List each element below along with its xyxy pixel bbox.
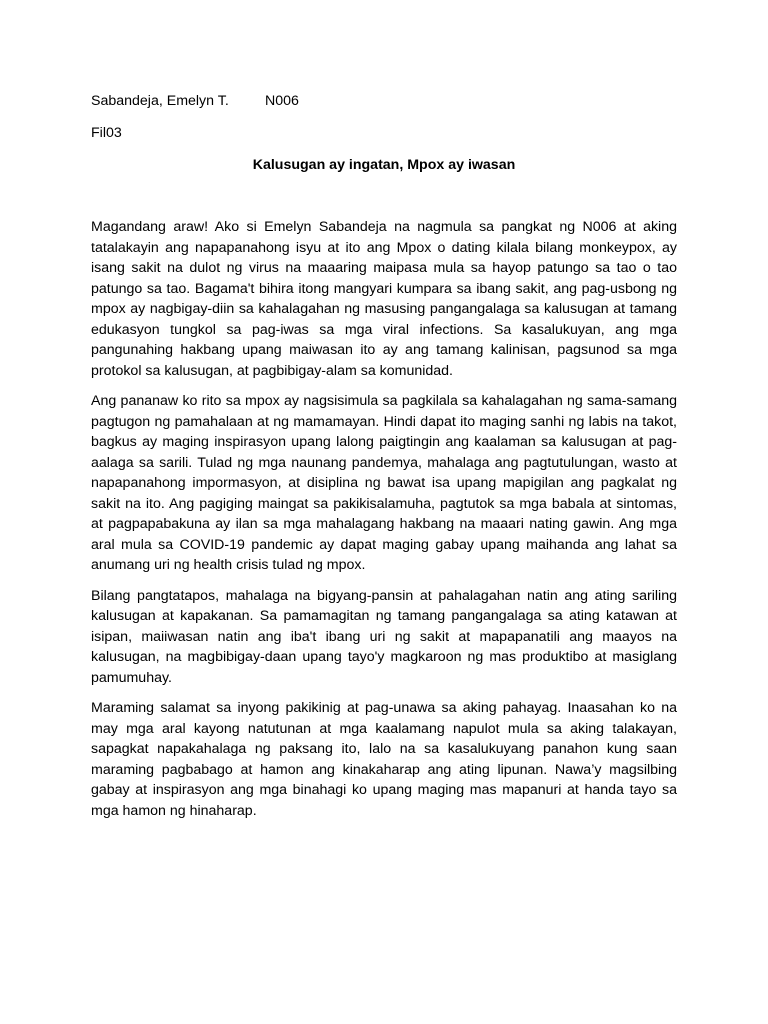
author-line bbox=[91, 92, 299, 110]
paragraph-2: Ang pananaw ko rito sa mpox ay nagsisimula sa pagkilala sa kahalagahan ng sama-samang pagtugon ng pamahalaan at ng mamamayan. Hindi dapat ito maging sanhi ng labis na takot, bagkus ay maging inspirasyon upang lalong paigtingin ang kaalaman sa kalusugan at pag-aalaga sa sarili. Tulad ng mga naunang pandemya, mahalaga ang pagtutulungan, wasto at napapanahong impormasyon, at disiplina ng bawat isa upang mapigilan ang pagkalat ng sakit na ito. Ang pagiging maingat sa pakikisalamuha, pagtutok sa mga babala at sintomas, at pagpapabakuna ay ilan sa mga mahalagang hakbang na maaari nating gawin. Ang mga aral mula sa COVID-19 pandemic ay dapat maging gabay upang maihanda ang lahat sa anumang uri ng health crisis tulad ng mpox. bbox=[91, 393, 677, 573]
section-code: N006 bbox=[265, 93, 299, 109]
author-name: Sabandeja, Emelyn T. bbox=[91, 93, 229, 109]
course-code: Fil03 bbox=[91, 125, 122, 141]
paragraph-4: Maraming salamat sa inyong pakikinig at pag-unawa sa aking pahayag. Inaasahan ko na may mga aral kayong natutunan at mga kaalamang napulot mula sa aking talakayan, sapagkat napakahalaga ng paksang ito, lalo na sa kasalukuyang panahon kung saan maraming pagbabago at hamon ang kinakaharap ang ating lipunan. Nawa’y magsilbing gabay at inspirasyon ang mga binahagi ko upang maging mas mapanuri at handa tayo sa mga hamon ng hinaharap. bbox=[91, 700, 677, 819]
document-title: Kalusugan ay ingatan, Mpox ay iwasan bbox=[252, 157, 516, 173]
paragraph-1: Magandang araw! Ako si Emelyn Sabandeja na nagmula sa pangkat ng N006 at aking tatalakayin ang napapanahong isyu at ito ang Mpox o dating kilala bilang monkeypox, ay isang sakit na dulot ng virus na maaaring maipasa mula sa hayop patungo sa tao o tao patungo sa tao. Bagama't bihira itong mangyari kumpara sa ibang sakit, ang pag-usbong ng mpox ay nagbigay-diin sa kahalagahan ng masusing pangangalaga sa kalusugan at tamang edukasyon tungkol sa pag-iwas sa mga viral infections. Sa kasalukuyan, ang mga pangunahing hakbang upang maiwasan ito ay ang tamang kalinisan, pagsunod sa mga protokol sa kalusugan, at pagbibigay-alam sa komunidad. bbox=[91, 219, 677, 379]
paragraph-3: Bilang pangtatapos, mahalaga na bigyang-pansin at pahalagahan natin ang ating sariling kalusugan at kapakanan. Sa pamamagitan ng tamang pangangalaga sa ating katawan at isipan, maiiwasan natin ang iba't ibang uri ng sakit at mapapanatili ang maayos na kalusugan, na magbibigay-daan upang tayo'y magkaroon ng mas produktibo at masiglang pamumuhay. bbox=[91, 587, 677, 686]
document-body bbox=[91, 217, 677, 831]
